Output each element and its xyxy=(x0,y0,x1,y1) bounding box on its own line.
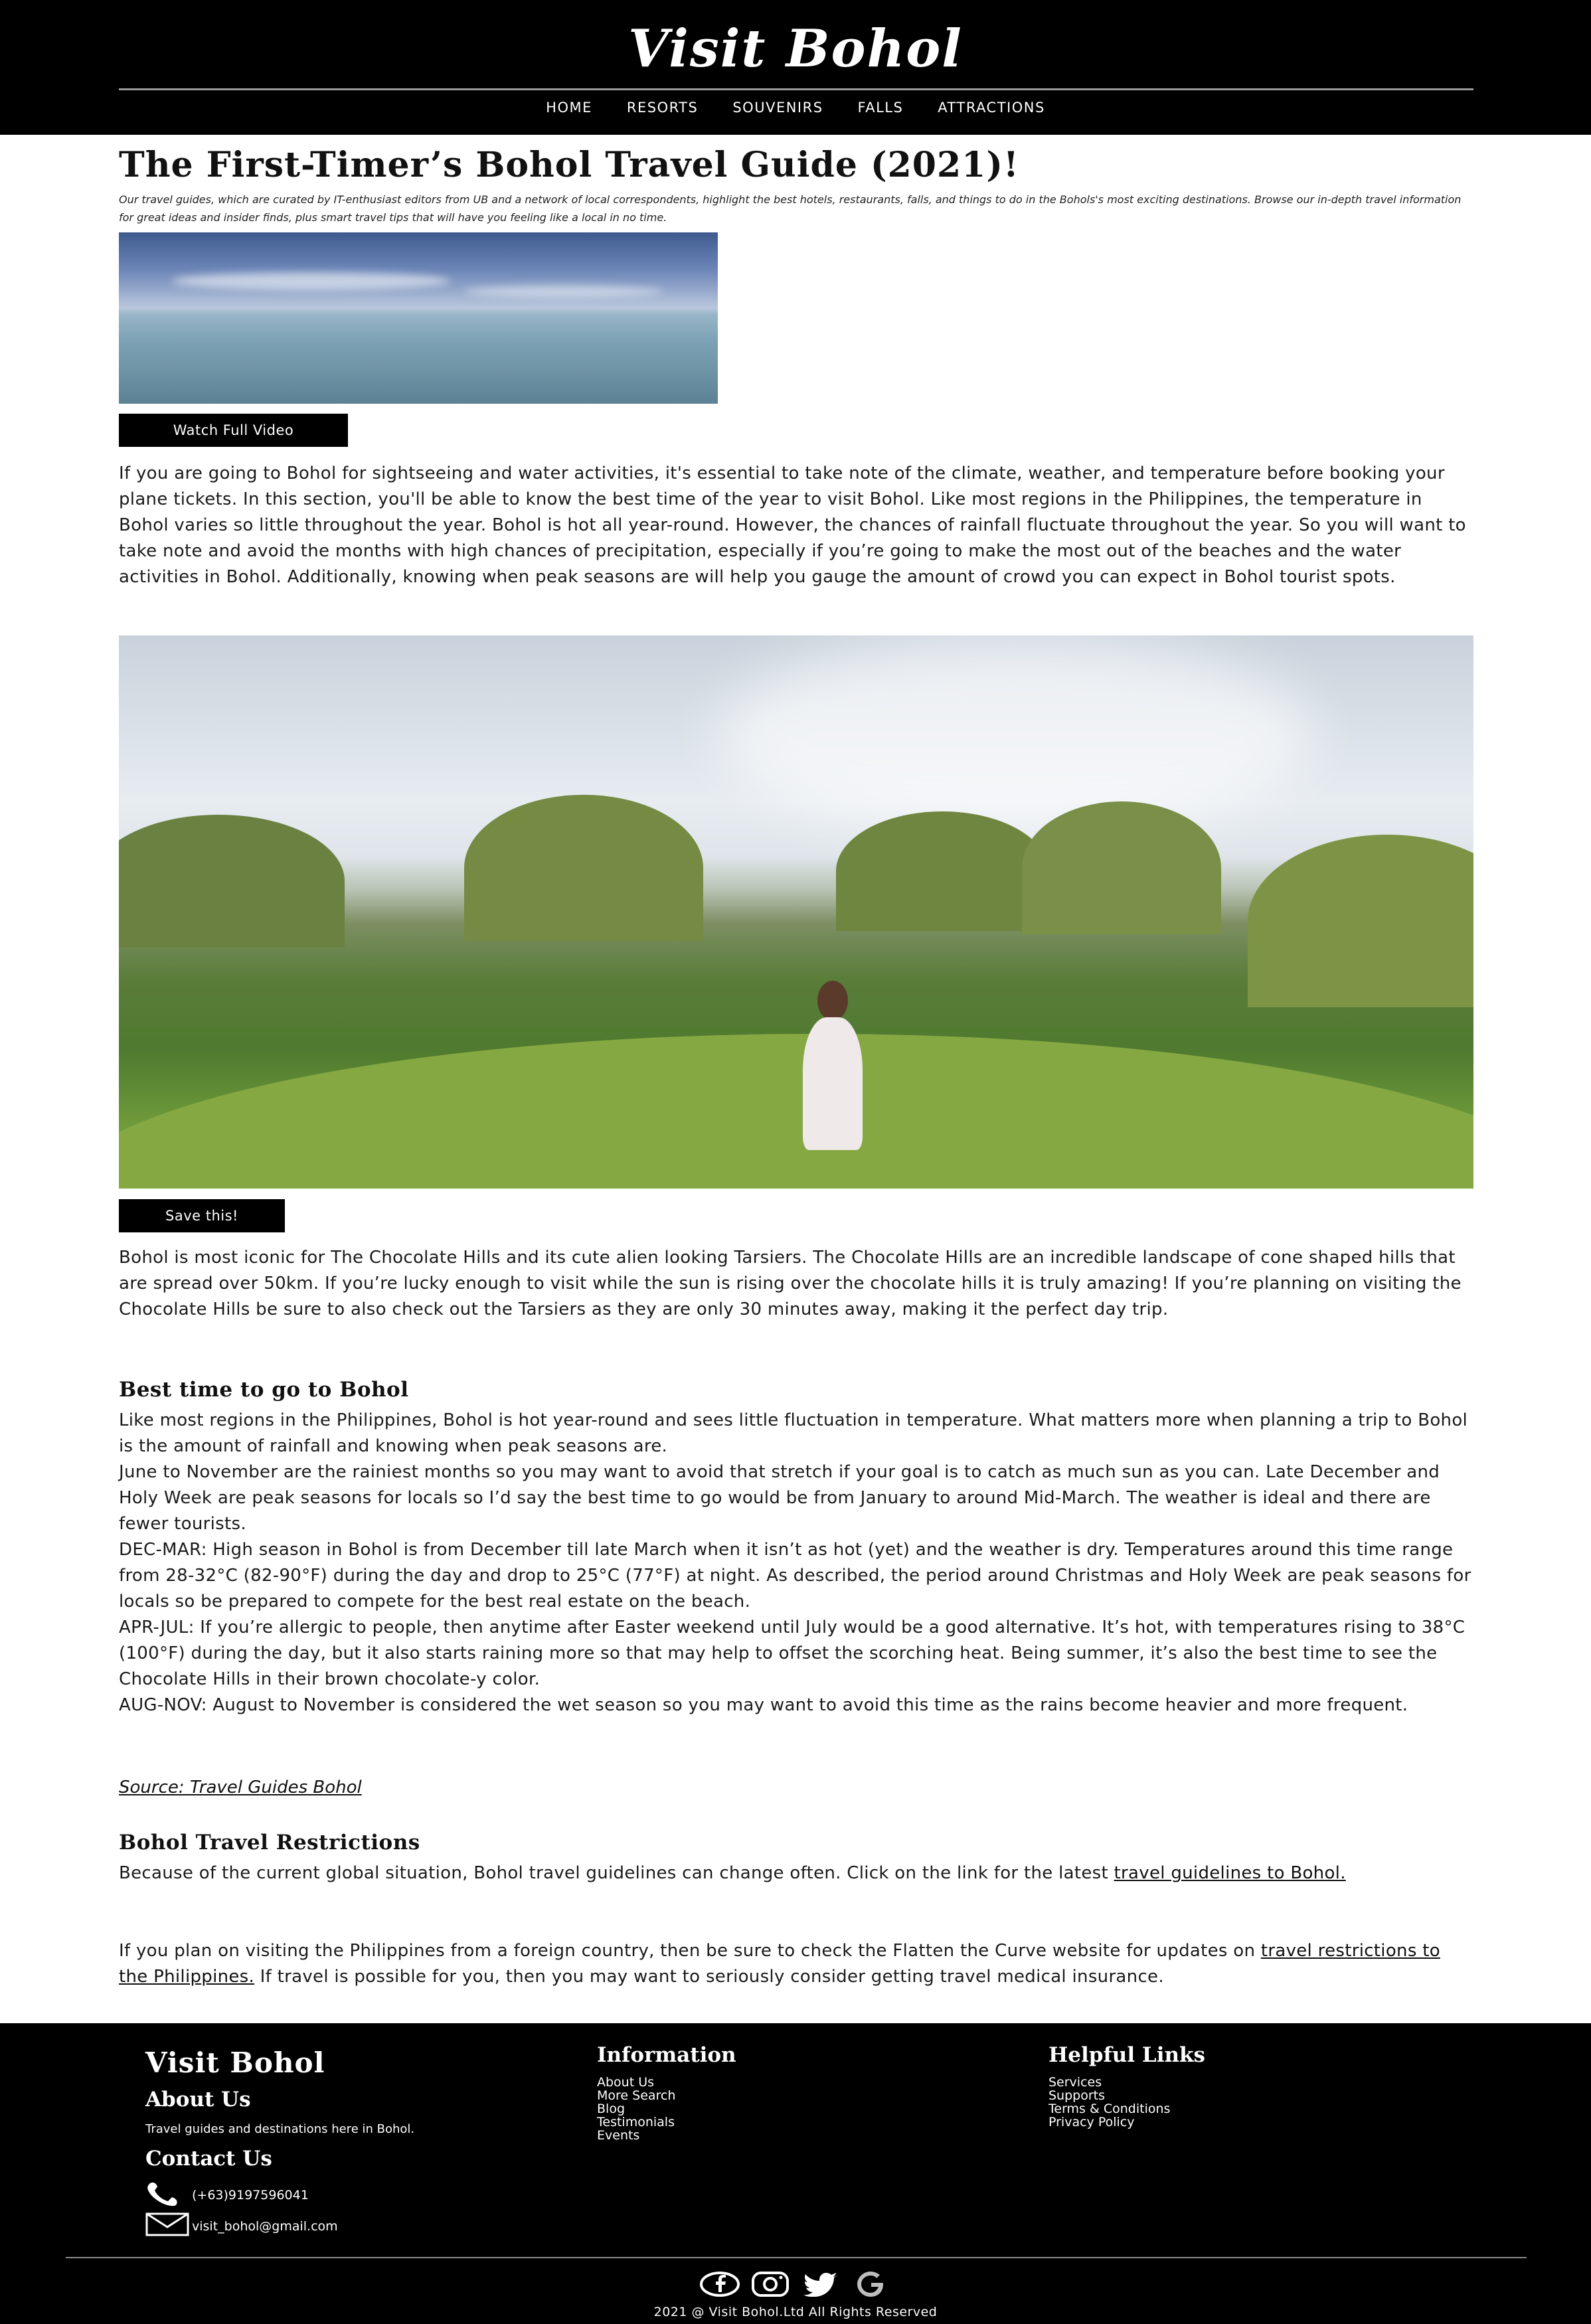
google-icon[interactable] xyxy=(850,2271,892,2297)
footer-link-services[interactable]: Services xyxy=(1048,2075,1102,2090)
facebook-icon[interactable] xyxy=(699,2271,741,2297)
envelope-icon xyxy=(145,2212,189,2240)
best-time-line: APR-JUL: If you’re allergic to people, then anytime after Easter weekend until July would be a good alternative. It’s hot, with temperatures rising to 38°C (100°F) during the day, but it also starts raining more so that may help to offset the scorching heat. Being summer, it’s also the best time to see the Chocolate Hills in their brown chocolate-y color. xyxy=(119,1618,1465,1689)
footer-link-about[interactable]: About Us xyxy=(597,2075,655,2090)
intro-text: Our travel guides, which are curated by IT-enthusiast editors from UB and a network of local correspondents, highlight the best hotels, restaurants, falls, and things to do in the Bohols's most exciting destinations. Browse our in-depth travel information for great ideas and insider finds, plus smart travel tips that will have you feeling like a local in no time. xyxy=(119,193,1462,224)
phone-number: (+63)9197596041 xyxy=(192,2187,309,2202)
social-links xyxy=(0,2271,1591,2297)
best-time-line: Like most regions in the Philippines, Bohol is hot year-round and sees little fluctuation in temperature. What matters more when planning a trip to Bohol is the amount of rainfall and knowing when peak seasons are. xyxy=(119,1410,1468,1456)
footer-link-blog[interactable]: Blog xyxy=(597,2102,625,2116)
contact-heading: Contact Us xyxy=(145,2147,272,2171)
footer-link-more-search[interactable]: More Search xyxy=(597,2088,676,2103)
save-this-button[interactable]: Save this! xyxy=(119,1199,285,1232)
best-time-line: AUG-NOV: August to November is considered the wet season so you may want to avoid this time as the rains become heavier and more frequent. xyxy=(119,1695,1408,1715)
restrictions-paragraph xyxy=(119,1861,1473,1886)
intro-paragraph: If you are going to Bohol for sightseeing and water activities, it's essential to take note of the climate, weather, and temperature before booking your plane tickets. In this section, you'll be able to know the best time of the year to visit Bohol. Like most regions in the Philippines, the temperature in Bohol varies so little throughout the year. Bohol is hot all year-round. However, the chances of rainfall fluctuate throughout the year. So you will want to take note and avoid the months with high chances of precipitation, especially if you’re going to make the most out of the beaches and the water activities in Bohol. Additionally, knowing when peak seasons are will help you gauge the amount of crowd you can expect in Bohol tourist spots. xyxy=(119,463,1466,587)
chocolate-hills-paragraph: Bohol is most iconic for The Chocolate Hills and its cute alien looking Tarsiers. The Chocolate Hills are an incredible landscape of cone shaped hills that are spread over 50km. If you’re lucky enough to visit while the sun is rising over the chocolate hills it is truly amazing! If you’re planning on visiting the Chocolate Hills be sure to also check out the Tarsiers as they are only 30 minutes away, making it the perfect day trip. xyxy=(119,1248,1462,1319)
nav-souvenirs[interactable]: SOUVENIRS xyxy=(732,100,823,116)
helpful-links-heading: Helpful Links xyxy=(1048,2043,1205,2067)
foreign-text: If you plan on visiting the Philippines from a foreign country, then be sure to check the Flatten the Curve website for updates on xyxy=(119,1941,1261,1961)
main-nav xyxy=(0,100,1591,116)
nav-resorts[interactable]: RESORTS xyxy=(626,100,699,116)
best-time-line: June to November are the rainiest months so you may want to avoid that stretch if your goal is to catch as much sun as you can. Late December and Holy Week are peak seasons for locals so I’d say the best time to go would be from January to around Mid-March. The weather is ideal and there are fewer tourists. xyxy=(119,1462,1440,1534)
hill-shape xyxy=(1022,801,1221,934)
hill-shape xyxy=(119,815,345,948)
footer-brand: Visit Bohol xyxy=(145,2046,325,2079)
chocolate-hills-image xyxy=(119,635,1473,1189)
best-time-heading: Best time to go to Bohol xyxy=(119,1378,409,1402)
person-dress xyxy=(803,1017,863,1150)
twitter-icon[interactable] xyxy=(799,2271,842,2297)
page-title: The First-Timer’s Bohol Travel Guide (2021)! xyxy=(119,145,1019,185)
email-address: visit_bohol@gmail.com xyxy=(192,2218,338,2234)
phone-icon xyxy=(145,2180,189,2210)
header-divider xyxy=(119,88,1473,90)
restrictions-heading: Bohol Travel Restrictions xyxy=(119,1831,420,1855)
foreign-travel-paragraph xyxy=(119,1938,1473,1990)
email-contact[interactable] xyxy=(145,2212,338,2240)
hill-shape xyxy=(464,795,703,941)
person-head xyxy=(817,981,848,1021)
nav-attractions[interactable]: ATTRACTIONS xyxy=(938,100,1045,116)
copyright-text: 2021 @ Visit Bohol.Ltd All Rights Reserved xyxy=(653,2305,938,2319)
person-figure xyxy=(803,981,863,1153)
phone-contact[interactable] xyxy=(145,2180,309,2210)
footer-link-testimonials[interactable]: Testimonials xyxy=(597,2115,675,2129)
best-time-text xyxy=(119,1408,1473,1718)
helpful-links xyxy=(1048,2076,1170,2129)
source-link[interactable]: Source: Travel Guides Bohol xyxy=(119,1778,362,1797)
site-footer xyxy=(0,2023,1591,2324)
watch-full-video-button[interactable]: Watch Full Video xyxy=(119,414,348,447)
about-text: Travel guides and destinations here in Bohol. xyxy=(145,2122,415,2136)
information-heading: Information xyxy=(597,2043,736,2067)
footer-link-supports[interactable]: Supports xyxy=(1048,2088,1106,2103)
cloud-decoration xyxy=(172,272,451,290)
nav-home[interactable]: HOME xyxy=(546,100,592,116)
travel-restrictions-link[interactable]: travel restrictions to the Philippines. xyxy=(119,1941,1440,1987)
site-header xyxy=(0,0,1591,135)
footer-divider xyxy=(66,2257,1527,2258)
hill-foreground xyxy=(119,1034,1473,1189)
cloud-decoration xyxy=(464,286,663,297)
restrictions-text: Because of the current global situation, Bohol travel guidelines can change often. Click on the link for the latest xyxy=(119,1863,1114,1883)
information-links xyxy=(597,2076,675,2142)
about-heading: About Us xyxy=(145,2088,251,2112)
footer-link-privacy[interactable]: Privacy Policy xyxy=(1048,2115,1135,2129)
footer-link-events[interactable]: Events xyxy=(597,2128,640,2143)
nav-falls[interactable]: FALLS xyxy=(857,100,904,116)
sky-highlight xyxy=(716,635,1314,835)
foreign-text-end: If travel is possible for you, then you may want to seriously consider getting travel medical insurance. xyxy=(254,1967,1164,1987)
site-logo[interactable]: Visit Bohol xyxy=(628,19,963,79)
hill-shape xyxy=(836,811,1048,931)
footer-link-terms[interactable]: Terms & Conditions xyxy=(1048,2102,1171,2116)
hill-shape xyxy=(1248,835,1473,1007)
best-time-line: DEC-MAR: High season in Bohol is from December till late March when it isn’t as hot (yet) and the weather is dry. Temperatures around this time range from 28-32°C (82-90°F) during the day and drop to 25°C (77°F) at night. As described, the period around Christmas and Holy Week are peak seasons for locals so be prepared to compete for the best real estate on the beach. xyxy=(119,1540,1471,1612)
travel-guidelines-link[interactable]: travel guidelines to Bohol. xyxy=(1114,1863,1346,1883)
instagram-icon[interactable] xyxy=(749,2271,792,2297)
video-thumbnail[interactable] xyxy=(119,232,718,404)
